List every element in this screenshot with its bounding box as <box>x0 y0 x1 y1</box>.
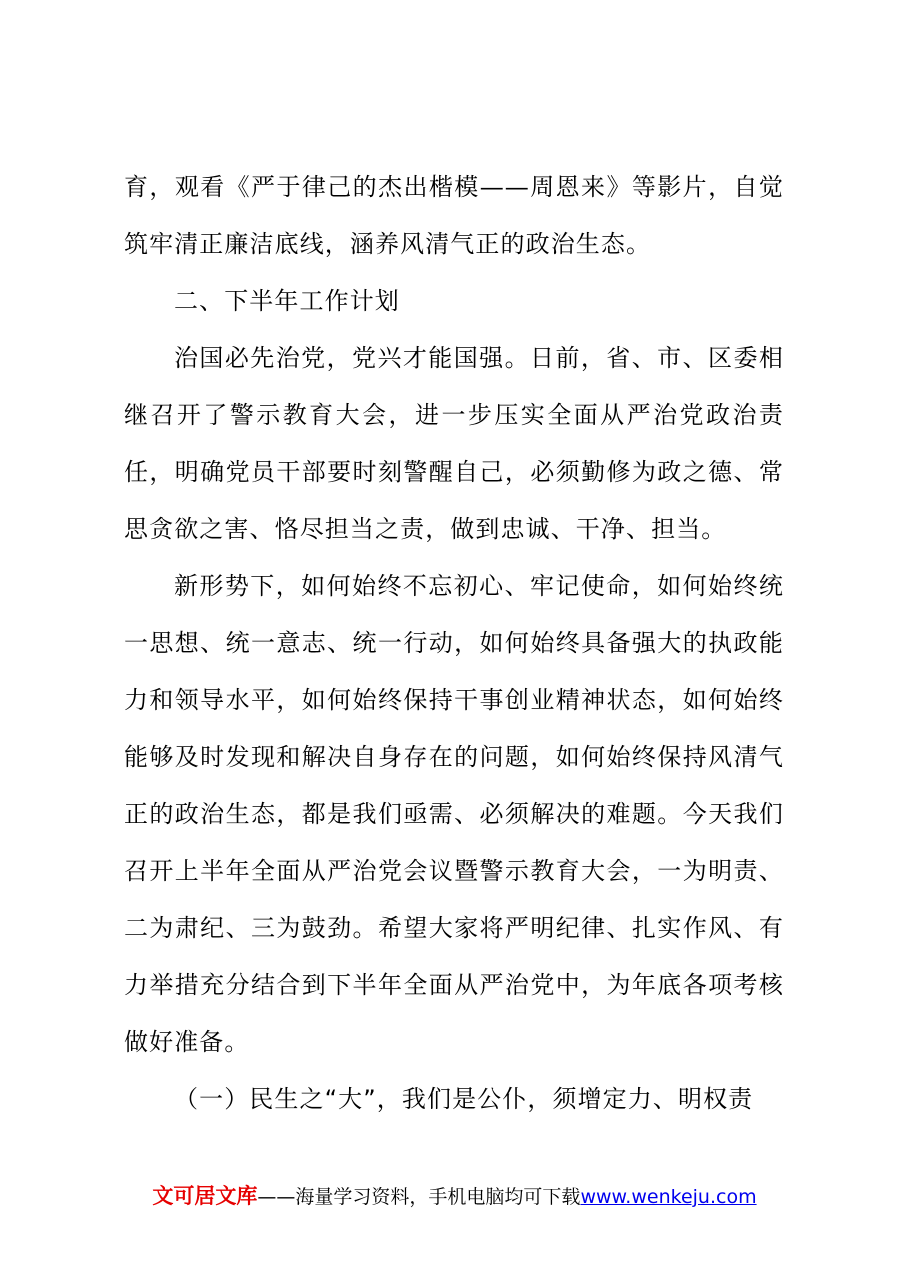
document-body <box>124 159 784 1128</box>
paragraph-2: 新形势下，如何始终不忘初心、牢记使命，如何始终统一思想、统一意志、统一行动，如何始终具备强大的执政能力和领导水平，如何始终保持干事创业精神状态，如何始终能够及时发现和解决自身存在的问题，如何始终保持风清气正的政治生态，都是我们亟需、必须解决的难题。今天我们召开上半年全面从严治党会议暨警示教育大会，一为明责、二为肃纪、三为鼓劲。希望大家将严明纪律、扎实作风、有力举措充分结合到下半年全面从严治党中，为年底各项考核做好准备。 <box>124 572 784 1056</box>
paragraph-1: 治国必先治党，党兴才能国强。日前，省、市、区委相继召开了警示教育大会，进一步压实全面从严治党政治责任，明确党员干部要时刻警醒自己，必须勤修为政之德、常思贪欲之害、恪尽担当之责，做到忠诚、干净、担当。 <box>124 344 784 543</box>
footer-brand: 文可居文库 <box>152 1184 258 1208</box>
subheading: （一）民生之“大”，我们是公仆，须增定力、明权责 <box>174 1085 754 1113</box>
footer-link[interactable]: www.wenkeju.com <box>580 1186 757 1208</box>
footer-slogan: 海量学习资料，手机电脑均可下载 <box>295 1186 581 1208</box>
footer-banner <box>0 1181 909 1212</box>
footer-dash: —— <box>257 1186 296 1208</box>
continuation-paragraph: 育，观看《严于律己的杰出楷模——周恩来》等影片，自觉筑牢清正廉洁底线，涵养风清气正的政治生态。 <box>124 173 784 258</box>
section-heading: 二、下半年工作计划 <box>174 287 400 315</box>
